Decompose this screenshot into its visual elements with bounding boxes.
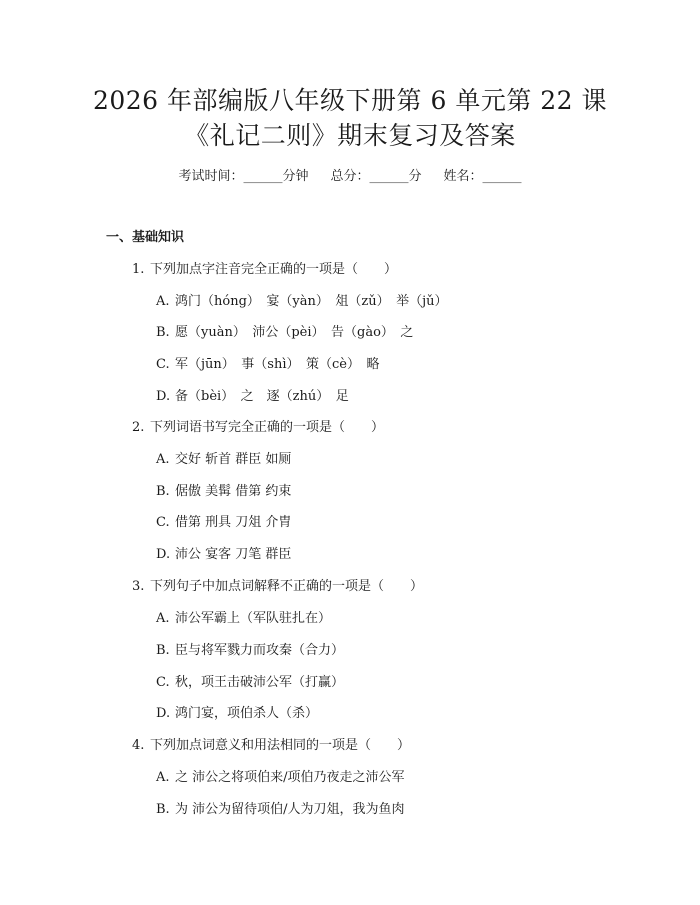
question-number: 3.: [132, 579, 145, 594]
option: [156, 293, 448, 311]
option-letter: C.: [156, 357, 170, 372]
page-title-line1: 2026 年部编版八年级下册第 6 单元第 22 课: [92, 86, 608, 115]
exam-name-label: 姓名：______: [443, 169, 522, 184]
option-text: 为 沛公为留待项伯/人为刀俎，我为鱼肉: [175, 802, 405, 817]
option-text: 借第 刑具 刀俎 介胄: [175, 515, 292, 530]
option-text: 沛公 宴客 刀笔 群臣: [175, 547, 292, 562]
question-text: 下列词语书写完全正确的一项是（ ）: [150, 420, 385, 435]
question-text: 下列句子中加点词解释不正确的一项是（ ）: [150, 579, 424, 594]
question-text: 下列加点字注音完全正确的一项是（ ）: [150, 262, 398, 277]
option-letter: A.: [156, 452, 170, 467]
option-letter: C.: [156, 515, 170, 530]
question: [132, 578, 423, 596]
option-letter: A.: [156, 611, 170, 626]
option: [156, 356, 379, 374]
option: [156, 483, 291, 501]
option-letter: B.: [156, 325, 170, 340]
option-text: 鸿门宴，项伯杀人（杀）: [175, 706, 319, 721]
page-title-line2: 《礼记二则》期末复习及答案: [184, 121, 516, 150]
question: [132, 419, 384, 437]
question-text: 下列加点词意义和用法相同的一项是（ ）: [150, 738, 411, 753]
option-letter: D.: [156, 706, 171, 721]
question: [132, 737, 410, 755]
option-text: 愿（yuàn） 沛公（pèi） 告（gào） 之: [175, 325, 414, 340]
option-letter: D.: [156, 389, 171, 404]
exam-time-label: 考试时间：______分钟: [178, 169, 309, 184]
option: [156, 514, 291, 532]
question: [132, 261, 397, 279]
option-text: 沛公军霸上（军队驻扎在）: [175, 611, 332, 626]
option-letter: B.: [156, 484, 170, 499]
option: [156, 769, 405, 787]
option: [156, 801, 405, 819]
option-letter: B.: [156, 802, 170, 817]
option: [156, 610, 331, 628]
exam-score-label: 总分：______分: [330, 169, 422, 184]
option-letter: A.: [156, 770, 170, 785]
exam-info: [0, 168, 700, 186]
option-text: 臣与将军戮力而攻秦（合力）: [175, 643, 345, 658]
option-text: 鸿门（hóng） 宴（yàn） 俎（zǔ） 举（jǔ）: [175, 294, 448, 309]
option-text: 交好 斩首 群臣 如厕: [175, 452, 292, 467]
option-text: 倨傲 美髯 借第 约束: [175, 484, 292, 499]
option: [156, 324, 413, 342]
option-letter: D.: [156, 547, 171, 562]
question-number: 2.: [132, 420, 145, 435]
option: [156, 546, 291, 564]
option-letter: B.: [156, 643, 170, 658]
option-letter: A.: [156, 294, 170, 309]
question-number: 1.: [132, 262, 145, 277]
question-number: 4.: [132, 738, 145, 753]
option: [156, 674, 344, 692]
option: [156, 388, 349, 406]
option-text: 备（bèi） 之 逐（zhú） 足: [175, 389, 349, 404]
option-letter: C.: [156, 675, 170, 690]
section-heading: 一、基础知识: [106, 230, 185, 245]
option-text: 秋，项王击破沛公军（打赢）: [175, 675, 345, 690]
option: [156, 705, 318, 723]
option-text: 军（jūn） 事（shì） 策（cè） 略: [175, 357, 380, 372]
option-text: 之 沛公之将项伯来/项伯乃夜走之沛公军: [175, 770, 405, 785]
option: [156, 642, 344, 660]
option: [156, 451, 291, 469]
